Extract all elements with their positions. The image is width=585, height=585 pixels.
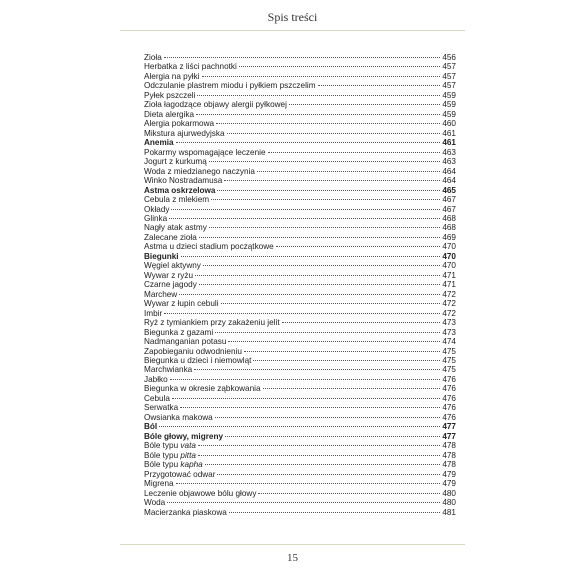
toc-dot-leader: [215, 332, 440, 333]
toc-entry: [144, 290, 456, 299]
toc-entry-page-number: 467: [442, 204, 456, 214]
toc-entry: [144, 119, 456, 128]
toc-entry-page-number: 476: [442, 403, 456, 413]
toc-dot-leader: [179, 294, 440, 295]
toc-entry-title-text: Alergia na pyłki: [144, 71, 200, 81]
toc-entry-page-number: 476: [442, 374, 456, 384]
toc-entry-title-text: Glinka: [144, 213, 168, 223]
toc-entry-title-text: Owsianka makowa: [144, 412, 213, 422]
page-header-title: Spis treści: [267, 10, 318, 24]
toc-entry: [144, 280, 456, 289]
toc-entry-title: [144, 498, 165, 507]
toc-entry: [144, 157, 456, 166]
toc-entry-title: [144, 432, 223, 441]
toc-dot-leader: [164, 313, 440, 314]
toc-entry-page-number: 480: [442, 498, 456, 508]
toc-entry-title: [144, 148, 266, 157]
toc-entry-page-number: 479: [442, 469, 456, 479]
toc-entry-title: [144, 223, 207, 232]
toc-entry-title: [144, 403, 178, 412]
toc-entry-page-number: 481: [442, 507, 456, 517]
toc-entry: [144, 223, 456, 232]
toc-dot-leader: [167, 502, 440, 503]
toc-dot-leader: [181, 256, 441, 257]
toc-entry-title-text: Migrena: [144, 479, 174, 489]
toc-entry: [144, 337, 456, 346]
toc-dot-leader: [244, 351, 440, 352]
toc-dot-leader: [169, 218, 440, 219]
toc-entry-title: [144, 328, 213, 337]
toc-entry-title: [144, 479, 174, 488]
toc-entry-title-text: Wywar z ryżu: [144, 270, 194, 280]
toc-dot-leader: [164, 57, 441, 58]
toc-entry-title-text: Zalecane zioła: [144, 232, 197, 242]
toc-entry-title: [144, 242, 274, 251]
toc-entry-page-number: 478: [442, 441, 456, 451]
toc-entry: [144, 394, 456, 403]
toc-entry-page-number: 478: [442, 460, 456, 470]
toc-entry-title-text: Mikstura ajurwedyjska: [144, 128, 225, 138]
toc-entry-title: [144, 470, 215, 479]
toc-entry-title-text: Astma oskrzelowa: [144, 185, 216, 195]
toc-dot-leader: [171, 209, 440, 210]
toc-entry: [144, 356, 456, 365]
toc-entry-title: [144, 81, 316, 90]
toc-section-heading: [144, 422, 456, 431]
toc-entry-title: [144, 186, 215, 195]
toc-entry-title-text: Biegunka u dzieci i niemowląt: [144, 356, 252, 365]
toc-entry-page-number: 456: [442, 53, 456, 62]
toc-entry-page-number: 479: [442, 479, 456, 489]
toc-entry-title-italic: kapha: [180, 460, 203, 470]
toc-entry-page-number: 457: [442, 71, 456, 81]
toc-dot-leader: [205, 464, 441, 465]
toc-entry: [144, 451, 456, 460]
toc-entry: [144, 129, 456, 138]
toc-entry-page-number: 464: [442, 176, 456, 186]
toc-entry-title: [144, 176, 222, 185]
toc-dot-leader: [180, 407, 440, 408]
toc-entry-page-number: 473: [442, 327, 456, 337]
toc-entry: [144, 508, 456, 517]
toc-entry-title-text: Pyłek pszczeli: [144, 90, 196, 100]
toc-dot-leader: [239, 66, 440, 67]
toc-dot-leader: [258, 493, 440, 494]
toc-entry-title-text: Biegunki: [144, 251, 179, 261]
toc-entry-title-text: Bóle typu: [144, 441, 181, 451]
toc-entry-page-number: 461: [442, 138, 456, 148]
toc-entry-title-text: Marchwianka: [144, 365, 193, 375]
toc-entry-page-number: 475: [442, 346, 456, 356]
toc-dot-leader: [216, 123, 440, 124]
toc-entry-title: [144, 100, 287, 109]
toc-entry-title: [144, 309, 162, 318]
toc-dot-leader: [159, 426, 440, 427]
toc-dot-leader: [203, 265, 440, 266]
toc-entry-title: [144, 138, 174, 147]
toc-entry: [144, 205, 456, 214]
toc-entry-title: [144, 508, 227, 517]
toc-entry-title: [144, 72, 200, 81]
toc-entry-title: [144, 233, 197, 242]
toc-entry: [144, 347, 456, 356]
toc-dot-leader: [282, 322, 441, 323]
toc-entry-title: [144, 53, 162, 62]
toc-entry-title-text: Astma u dzieci stadium początkowe: [144, 242, 274, 252]
toc-entry-title-italic: vata: [180, 441, 196, 451]
toc-entry: [144, 53, 456, 62]
toc-entry-title: [144, 422, 157, 431]
toc-entry-page-number: 468: [442, 213, 456, 223]
toc-entry: [144, 309, 456, 318]
toc-entry-page-number: 473: [442, 318, 456, 328]
toc-entry-title-text: Bóle typu: [144, 460, 181, 470]
toc-entry: [144, 318, 456, 327]
toc-dot-leader: [199, 284, 441, 285]
toc-entry-page-number: 468: [442, 223, 456, 233]
toc-dot-leader: [268, 152, 441, 153]
toc-entry-title: [144, 299, 219, 308]
toc-dot-leader: [176, 142, 441, 143]
toc-entry-title-text: Marchew: [144, 289, 178, 299]
toc-entry-title: [144, 110, 194, 119]
toc-entry-page-number: 471: [442, 280, 456, 290]
toc-entry-title-text: Przygotować odwar: [144, 469, 216, 479]
toc-entry-title: [144, 91, 195, 100]
toc-entry: [144, 384, 456, 393]
toc-entry-page-number: 463: [442, 157, 456, 167]
toc-entry: [144, 413, 456, 422]
toc-entry-page-number: 469: [442, 232, 456, 242]
toc-entry: [144, 167, 456, 176]
toc-entry: [144, 375, 456, 384]
toc-dot-leader: [228, 341, 440, 342]
toc-entry-title: [144, 119, 214, 128]
toc-entry-title: [144, 62, 237, 71]
toc-entry: [144, 100, 456, 109]
toc-entry-title: [144, 205, 169, 214]
toc-entry-title: [144, 451, 196, 460]
toc-entry-page-number: 472: [442, 308, 456, 318]
toc-dot-leader: [253, 360, 440, 361]
toc-entry-title-text: Zapobieganiu odwodnieniu: [144, 346, 242, 356]
toc-entry: [144, 110, 456, 119]
toc-dot-leader: [318, 85, 441, 86]
header-rule: [120, 30, 465, 31]
toc-entry-title-text: Biegunka w okresie ząbkowania: [144, 384, 261, 394]
toc-entry: [144, 479, 456, 488]
toc-entry-page-number: 460: [442, 119, 456, 129]
toc-entry: [144, 460, 456, 469]
toc-entry-title-text: Jogurt z kurkumą: [144, 157, 207, 167]
toc-dot-leader: [176, 483, 441, 484]
toc-entry-title: [144, 280, 197, 289]
toc-entry: [144, 233, 456, 242]
toc-entry-title: [144, 195, 209, 204]
toc-entry-title: [144, 261, 201, 270]
toc-entry-title: [144, 413, 213, 422]
toc-entry-title-text: Odczulanie plastrem miodu i pyłkiem pszczelim: [144, 81, 316, 91]
toc-entry-title: [144, 271, 193, 280]
toc-entry-page-number: 477: [442, 431, 456, 441]
toc-entry-page-number: 470: [442, 242, 456, 252]
toc-entry-title-text: Bóle typu: [144, 450, 181, 460]
toc-entry-title-text: Serwatka: [144, 403, 179, 413]
toc-entry-title: [144, 394, 170, 403]
toc-entry: [144, 489, 456, 498]
toc-entry-title: [144, 129, 225, 138]
toc-entry: [144, 72, 456, 81]
toc-entry-title: [144, 356, 251, 365]
toc-entry-title-text: Zioła: [144, 53, 162, 62]
toc-section-heading: [144, 186, 456, 195]
toc-entry-title-text: Alergia pokarmowa: [144, 119, 215, 129]
toc-entry-page-number: 465: [442, 185, 456, 195]
toc-dot-leader: [202, 76, 441, 77]
toc-entry: [144, 365, 456, 374]
toc-entry: [144, 498, 456, 507]
toc-dot-leader: [198, 445, 440, 446]
toc-dot-leader: [224, 180, 440, 181]
toc-entry: [144, 91, 456, 100]
toc-entry-page-number: 459: [442, 109, 456, 119]
page-number: 15: [287, 552, 298, 564]
toc-entry: [144, 62, 456, 71]
toc-dot-leader: [215, 417, 441, 418]
toc-entry-title-text: Anemia: [144, 138, 174, 148]
toc-entry-title: [144, 167, 255, 176]
toc-entry-title: [144, 365, 192, 374]
toc-entry-page-number: 472: [442, 299, 456, 309]
toc-dot-leader: [227, 133, 441, 134]
toc-entry-title-text: Bóle głowy, migreny: [144, 431, 224, 441]
toc-entry-title-text: Czarne jagody: [144, 280, 197, 290]
toc-entry-title-text: Nagły atak astmy: [144, 223, 207, 233]
toc-dot-leader: [194, 369, 440, 370]
toc-entry-title-text: Leczenie objawowe bólu głowy: [144, 488, 257, 498]
toc-entry-title: [144, 290, 177, 299]
table-of-contents: [144, 53, 456, 517]
toc-entry-title: [144, 441, 196, 450]
toc-entry-title: [144, 384, 261, 393]
toc-dot-leader: [217, 474, 440, 475]
toc-entry-title-text: Węgiel aktywny: [144, 261, 201, 271]
toc-entry-title: [144, 489, 256, 498]
toc-entry-page-number: 476: [442, 412, 456, 422]
toc-entry: [144, 470, 456, 479]
toc-entry-page-number: 475: [442, 356, 456, 365]
toc-entry: [144, 328, 456, 337]
toc-dot-leader: [209, 227, 441, 228]
toc-entry: [144, 242, 456, 251]
footer-rule: [120, 544, 465, 545]
toc-entry-title-text: Biegunka z gazami: [144, 327, 214, 337]
toc-entry-title-text: Imbir: [144, 308, 163, 318]
toc-entry-page-number: 470: [442, 261, 456, 271]
toc-dot-leader: [209, 161, 441, 162]
toc-entry-page-number: 461: [442, 128, 456, 138]
toc-entry-title: [144, 157, 207, 166]
toc-entry-title-text: Dieta alergika: [144, 109, 195, 119]
toc-entry-title: [144, 460, 203, 469]
toc-entry: [144, 299, 456, 308]
toc-dot-leader: [276, 246, 441, 247]
toc-entry-page-number: 476: [442, 393, 456, 403]
toc-dot-leader: [211, 199, 440, 200]
toc-entry-title: [144, 337, 226, 346]
toc-entry: [144, 403, 456, 412]
toc-dot-leader: [221, 303, 441, 304]
toc-entry-title-text: Ból: [144, 422, 158, 432]
toc-entry-title-text: Pokarmy wspomagające leczenie: [144, 147, 266, 157]
toc-dot-leader: [225, 436, 440, 437]
toc-entry-title-text: Wywar z łupin cebuli: [144, 299, 219, 309]
toc-entry: [144, 195, 456, 204]
toc-entry-page-number: 478: [442, 450, 456, 460]
toc-entry-page-number: 457: [442, 62, 456, 72]
toc-entry-title-text: Ryż z tymiankiem przy zakażeniu jelit: [144, 318, 280, 328]
toc-entry-page-number: 476: [442, 384, 456, 394]
toc-entry-title-text: Macierzanka piaskowa: [144, 507, 227, 517]
toc-entry-title: [144, 375, 168, 384]
toc-dot-leader: [199, 237, 441, 238]
toc-section-heading: [144, 432, 456, 441]
toc-entry: [144, 441, 456, 450]
toc-entry-title-text: Winko Nostradamusa: [144, 176, 223, 186]
toc-dot-leader: [197, 95, 440, 96]
toc-entry-title: [144, 214, 167, 223]
toc-dot-leader: [196, 114, 440, 115]
toc-entry: [144, 261, 456, 270]
toc-entry-page-number: 474: [442, 337, 456, 347]
toc-entry-title-text: Woda z miedzianego naczynia: [144, 166, 255, 176]
toc-entry-title-italic: pitta: [180, 450, 196, 460]
toc-entry-page-number: 475: [442, 365, 456, 375]
toc-entry-page-number: 464: [442, 166, 456, 176]
toc-entry: [144, 148, 456, 157]
toc-dot-leader: [263, 388, 441, 389]
toc-entry-page-number: 477: [442, 422, 456, 432]
toc-entry-page-number: 472: [442, 289, 456, 299]
toc-entry: [144, 176, 456, 185]
toc-dot-leader: [257, 171, 440, 172]
toc-entry-title-text: Woda: [144, 498, 166, 508]
toc-section-heading: [144, 138, 456, 147]
toc-entry: [144, 271, 456, 280]
toc-dot-leader: [170, 379, 441, 380]
toc-entry-page-number: 459: [442, 100, 456, 110]
toc-dot-leader: [195, 275, 440, 276]
toc-entry-title-text: Zioła łagodzące objawy alergii pyłkowej: [144, 100, 287, 110]
toc-entry-page-number: 480: [442, 488, 456, 498]
toc-entry-title: [144, 347, 242, 356]
toc-section-heading: [144, 252, 456, 261]
toc-entry-page-number: 459: [442, 90, 456, 100]
toc-dot-leader: [198, 455, 440, 456]
toc-entry-title-text: Cebula: [144, 393, 170, 403]
toc-entry-title-text: Okłady: [144, 204, 170, 214]
toc-entry-page-number: 470: [442, 251, 456, 261]
toc-dot-leader: [172, 398, 440, 399]
toc-dot-leader: [217, 190, 440, 191]
toc-entry-title-text: Cebula z mlekiem: [144, 195, 210, 205]
toc-entry-title: [144, 318, 280, 327]
toc-entry: [144, 81, 456, 90]
toc-entry-page-number: 463: [442, 147, 456, 157]
toc-dot-leader: [229, 512, 441, 513]
toc-entry-title: [144, 252, 179, 261]
toc-entry-title-text: Herbatka z liści pachnotki: [144, 62, 237, 72]
toc-entry-page-number: 471: [442, 270, 456, 280]
toc-entry-title-text: Nadmanganian potasu: [144, 337, 227, 347]
toc-dot-leader: [289, 104, 440, 105]
toc-entry: [144, 214, 456, 223]
toc-entry-page-number: 467: [442, 195, 456, 205]
toc-entry-title-text: Jabłko: [144, 374, 168, 384]
toc-entry-page-number: 457: [442, 81, 456, 91]
